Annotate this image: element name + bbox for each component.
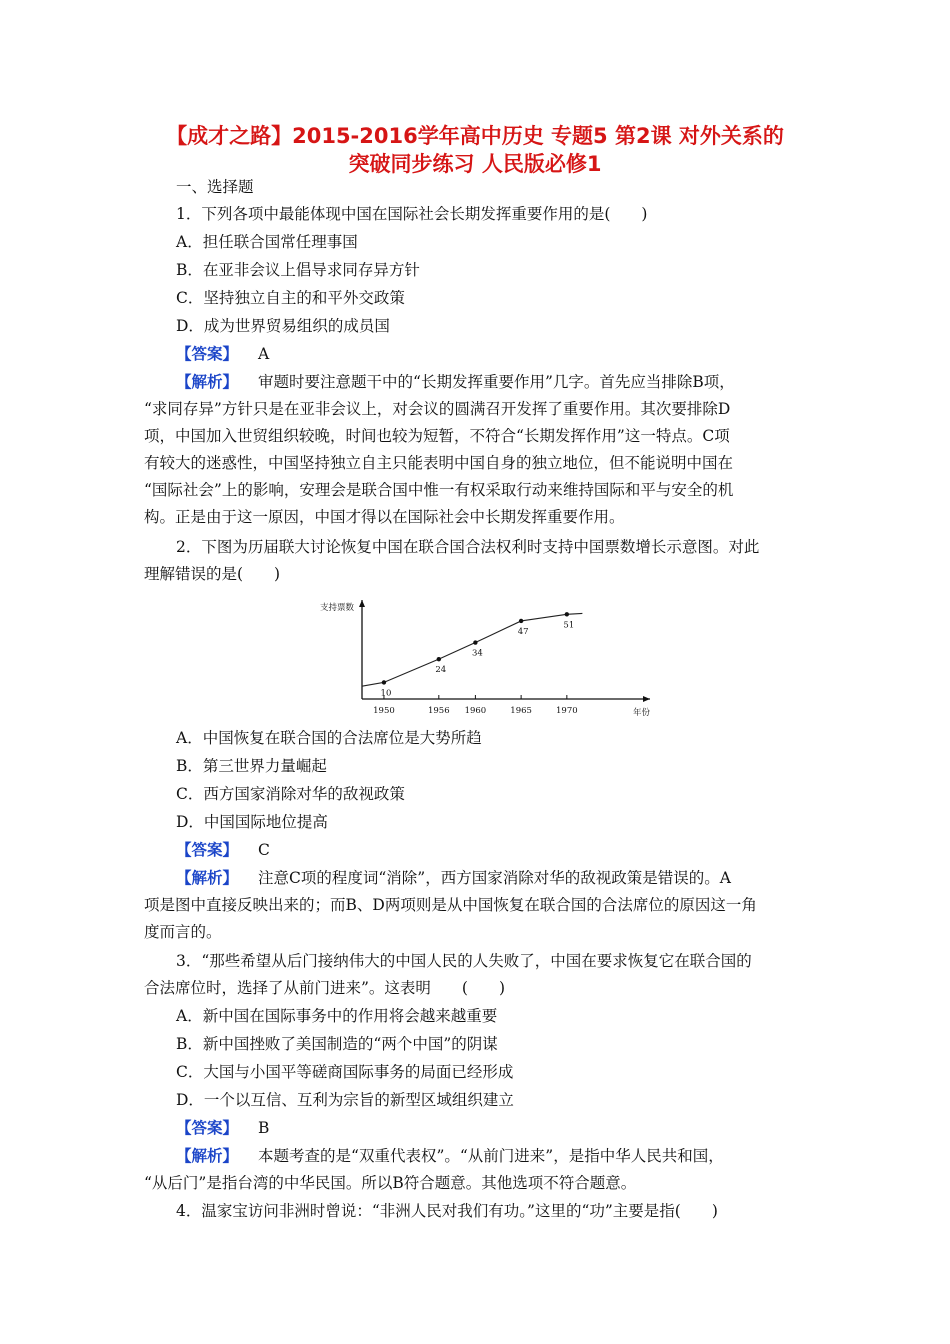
data-point bbox=[519, 619, 523, 623]
q2-analysis-line-2: 项是图中直接反映出来的；而B、D两项则是从中国恢复在联合国的合法席位的原因这一角 bbox=[144, 896, 757, 914]
analysis-text: 本题考查的是“双重代表权”。“从前门进来”，是指中华人民共和国， bbox=[258, 1147, 724, 1165]
data-label: 34 bbox=[471, 648, 483, 659]
q2-option-c: C．西方国家消除对华的敌视政策 bbox=[176, 785, 405, 803]
q2-stem-line-2: 理解错误的是( ) bbox=[144, 565, 281, 583]
q2-stem-line-1: 2．下图为历届联大讨论恢复中国在联合国合法权利时支持中国票数增长示意图。对此 bbox=[176, 538, 760, 556]
answer-tag: 【答案】 bbox=[176, 840, 239, 859]
x-tick-label: 1965 bbox=[510, 706, 532, 716]
q3-answer bbox=[176, 1118, 866, 1138]
q3-option-d: D．一个以互信、互利为宗旨的新型区域组织建立 bbox=[176, 1091, 514, 1109]
q1-analysis-line-3: 项，中国加入世贸组织较晚，时间也较为短暂，不符合“长期发挥作用”这一特点。C项 bbox=[144, 427, 730, 445]
q1-answer bbox=[176, 344, 866, 364]
q3-stem-line-2: 合法席位时，选择了从前门进来”。这表明 ( ) bbox=[144, 979, 506, 997]
q3-option-a: A．新中国在国际事务中的作用将会越来越重要 bbox=[176, 1007, 498, 1025]
q1-analysis-line-4: 有较大的迷惑性，中国坚持独立自主只能表明中国自身的独立地位，但不能说明中国在 bbox=[144, 454, 734, 472]
x-axis-arrow bbox=[643, 696, 650, 702]
q1-option-b: B．在亚非会议上倡导求同存异方针 bbox=[176, 261, 420, 279]
q2-analysis-line-3: 度而言的。 bbox=[144, 923, 222, 941]
data-label: 24 bbox=[435, 665, 447, 676]
q1-analysis-line-1 bbox=[176, 372, 866, 392]
q3-analysis-line-1 bbox=[176, 1146, 866, 1166]
q2-option-b: B．第三世界力量崛起 bbox=[176, 757, 327, 775]
answer-tag: 【答案】 bbox=[176, 344, 239, 363]
y-axis-label: 支持票数 bbox=[320, 603, 355, 613]
x-tick-label: 1956 bbox=[427, 706, 450, 716]
q1-option-c: C．坚持独立自主的和平外交政策 bbox=[176, 289, 405, 307]
x-tick-label: 1950 bbox=[373, 706, 395, 716]
q2-answer bbox=[176, 840, 866, 860]
data-point bbox=[382, 680, 386, 684]
q4-stem: 4．温家宝访问非洲时曾说：“非洲人民对我们有功。”这里的“功”主要是指( ) bbox=[176, 1202, 718, 1220]
q2-option-a: A．中国恢复在联合国的合法席位是大势所趋 bbox=[176, 729, 482, 747]
data-label: 47 bbox=[517, 626, 529, 637]
q1-option-d: D．成为世界贸易组织的成员国 bbox=[176, 317, 390, 335]
section-heading: 一、选择题 bbox=[176, 178, 254, 196]
q1-stem: 1．下列各项中最能体现中国在国际社会长期发挥重要作用的是( ) bbox=[176, 205, 648, 223]
data-point bbox=[437, 657, 441, 661]
q2-analysis-line-1 bbox=[176, 868, 866, 888]
q1-option-a: A．担任联合国常任理事国 bbox=[176, 233, 358, 251]
data-label: 51 bbox=[563, 620, 575, 631]
analysis-text: 注意C项的程度词“消除”，西方国家消除对华的敌视政策是错误的。A bbox=[258, 869, 731, 887]
x-tick-label: 1970 bbox=[556, 706, 578, 716]
answer-value: B bbox=[258, 1119, 270, 1137]
answer-tag: 【答案】 bbox=[176, 1118, 239, 1137]
q1-analysis-line-2: “求同存异”方针只是在亚非会议上，对会议的圆满召开发挥了重要作用。其次要排除D bbox=[144, 400, 731, 418]
q3-option-b: B．新中国挫败了美国制造的“两个中国”的阴谋 bbox=[176, 1035, 498, 1053]
q3-stem-line-1: 3．“那些希望从后门接纳伟大的中国人民的人失败了，中国在要求恢复它在联合国的 bbox=[176, 952, 752, 970]
x-axis-label: 年份 bbox=[633, 708, 651, 718]
document-title-line-1: 【成才之路】2015-2016学年高中历史 专题5 第2课 对外关系的 bbox=[166, 124, 784, 148]
analysis-tag: 【解析】 bbox=[176, 868, 239, 887]
q1-analysis-line-5: “国际社会”上的影响，安理会是联合国中惟一有权采取行动来维持国际和平与安全的机 bbox=[144, 481, 734, 499]
q3-option-c: C．大国与小国平等磋商国际事务的局面已经形成 bbox=[176, 1063, 514, 1081]
analysis-tag: 【解析】 bbox=[176, 372, 239, 391]
analysis-tag: 【解析】 bbox=[176, 1146, 239, 1165]
q3-analysis-line-2: “从后门”是指台湾的中华民国。所以B符合题意。其他选项不符合题意。 bbox=[144, 1174, 637, 1192]
q1-analysis-line-6: 构。正是由于这一原因，中国才得以在国际社会中长期发挥重要作用。 bbox=[144, 508, 625, 526]
answer-value: A bbox=[258, 345, 270, 363]
document-title-line-2: 突破同步练习 人民版必修1 bbox=[348, 152, 602, 176]
q2-option-d: D．中国国际地位提高 bbox=[176, 813, 328, 831]
vote-growth-chart bbox=[300, 596, 660, 724]
answer-value: C bbox=[258, 841, 270, 859]
data-label: 10 bbox=[380, 688, 392, 699]
x-tick-label: 1960 bbox=[464, 706, 487, 716]
data-point bbox=[565, 612, 569, 616]
y-axis-arrow bbox=[359, 600, 365, 607]
analysis-text: 审题时要注意题干中的“长期发挥重要作用”几字。首先应当排除B项， bbox=[258, 373, 735, 391]
data-point bbox=[473, 640, 477, 644]
